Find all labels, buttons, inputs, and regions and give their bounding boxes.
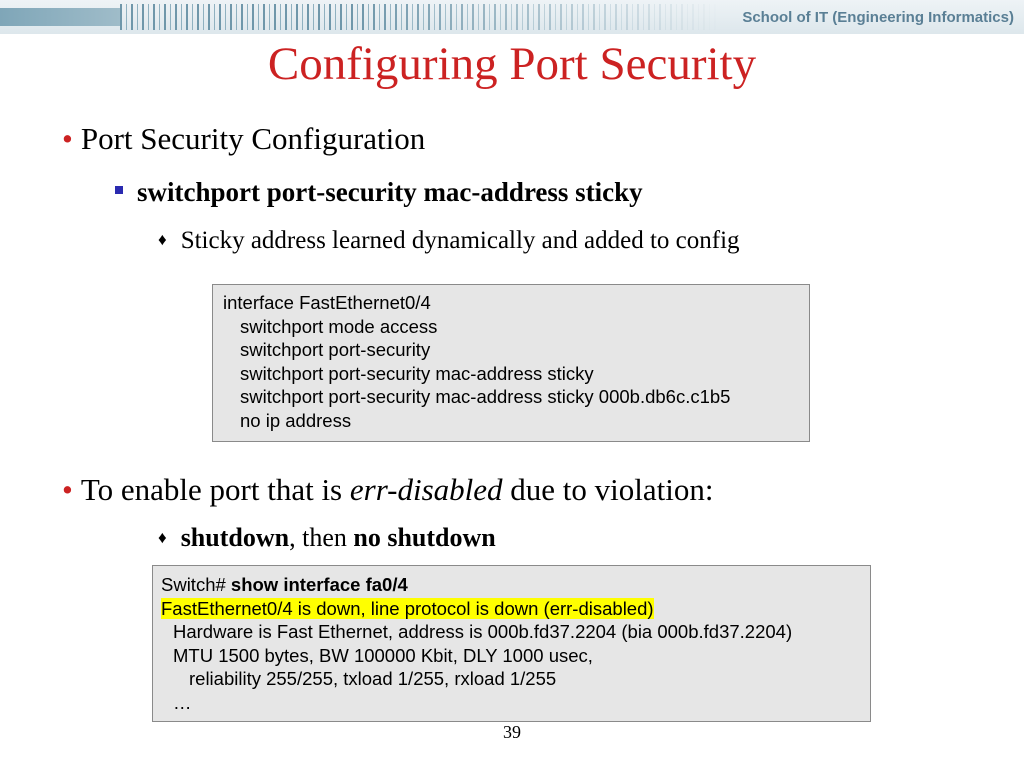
output-line: MTU 1500 bytes, BW 100000 Kbit, DLY 1000 usec, <box>173 644 593 666</box>
cli-prompt: Switch# <box>161 574 226 595</box>
bullet-text-after: due to violation: <box>502 472 714 507</box>
bullet-enable-err-disabled <box>62 472 713 508</box>
header-banner <box>0 0 1024 34</box>
shutdown-text: shutdown <box>180 523 290 552</box>
bullet-dot-icon: • <box>62 472 73 507</box>
school-label: School of IT (Engineering Informatics) <box>742 9 1014 26</box>
sub-bullet-shutdown <box>158 523 496 556</box>
err-disabled-highlight: FastEthernet0/4 is down, line protocol is down (err-disabled) <box>161 597 654 619</box>
sub-bullet-text: switchport port-security mac-address sticky <box>137 177 643 207</box>
config-line: switchport mode access <box>240 315 438 337</box>
no-shutdown-text: no shutdown <box>353 523 496 552</box>
output-line: Hardware is Fast Ethernet, address is 000b.fd37.2204 (bia 000b.fd37.2204) <box>173 621 793 642</box>
bullet-dot-icon: • <box>62 121 73 156</box>
config-line: no ip address <box>240 409 352 431</box>
sub-sub-bullet-sticky-description <box>158 226 740 258</box>
diamond-bullet-icon: ♦ <box>158 230 167 249</box>
bullet-text-before: To enable port that is <box>80 472 350 507</box>
banner-stripes <box>120 4 720 30</box>
page-number: 39 <box>503 722 521 742</box>
output-highlighted-line <box>161 597 870 621</box>
output-line: reliability 255/255, txload 1/255, rxload 1/255 <box>189 668 557 689</box>
config-line: switchport port-security mac-address sticky 000b.db6c.c1b5 <box>240 386 731 407</box>
cli-command: show interface fa0/4 <box>225 574 408 595</box>
sub-sub-bullet-text: Sticky address learned dynamically and added to config <box>180 227 740 254</box>
output-ellipsis: … <box>173 691 192 713</box>
config-line: interface FastEthernet0/4 <box>223 292 431 313</box>
banner-bar <box>0 8 120 26</box>
bullet-port-security-configuration <box>62 121 425 157</box>
config-line: switchport port-security <box>240 339 431 360</box>
config-line: switchport port-security mac-address sticky <box>240 362 594 384</box>
then-text: , then <box>289 523 354 552</box>
diamond-bullet-icon: ♦ <box>158 528 167 547</box>
slide-title: Configuring Port Security <box>267 38 757 90</box>
square-bullet-icon <box>115 186 123 194</box>
sub-bullet-sticky-command <box>115 176 643 208</box>
config-code-box <box>212 284 810 442</box>
show-interface-output-box <box>152 565 871 722</box>
output-command-line <box>161 573 870 597</box>
bullet-text-italic: err-disabled <box>349 472 503 507</box>
bullet-text: Port Security Configuration <box>80 121 426 156</box>
